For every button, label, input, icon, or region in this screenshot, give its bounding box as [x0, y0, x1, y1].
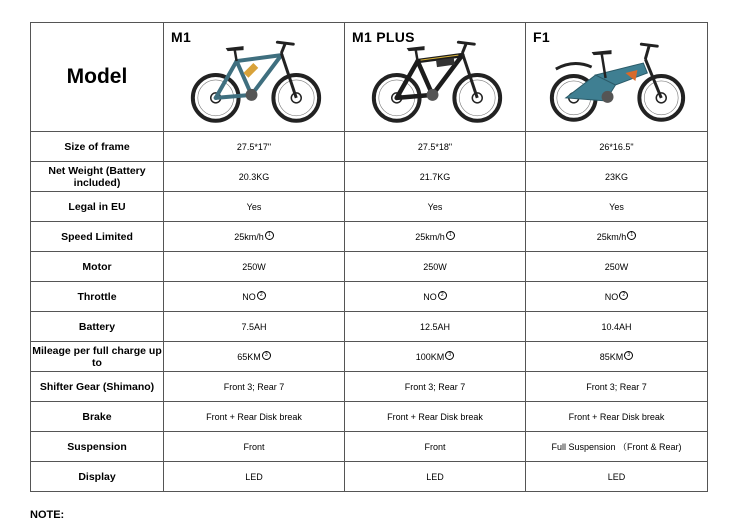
spec-value	[526, 132, 708, 162]
footnote-marker: 1	[627, 231, 636, 240]
spec-value-text: LED	[426, 471, 444, 482]
spec-label: Size of frame	[31, 132, 164, 162]
footnote-marker: 1	[265, 231, 274, 240]
spec-value	[345, 312, 526, 342]
spec-value-text: Front 3; Rear 7	[586, 381, 647, 392]
footnote-marker: 3	[624, 351, 633, 360]
spec-value-text: 26*16.5"	[599, 141, 634, 152]
spec-value-text: Front + Rear Disk break	[206, 411, 302, 422]
spec-value-text: LED	[245, 471, 263, 482]
spec-value-text: 250W	[604, 261, 629, 272]
spec-value-text: 7.5AH	[241, 321, 267, 332]
spec-label: Net Weight (Battery included)	[31, 162, 164, 192]
spec-label: Mileage per full charge up to	[31, 342, 164, 372]
spec-value	[164, 222, 345, 252]
spec-value	[526, 402, 708, 432]
spec-value-text: 21.7KG	[419, 171, 451, 182]
spec-value-text: Yes	[609, 201, 624, 212]
footnote-marker: 3	[445, 351, 454, 360]
spec-value-text: NO	[242, 292, 256, 302]
spec-value	[345, 222, 526, 252]
footnote-marker: 3	[262, 351, 271, 360]
spec-value	[526, 162, 708, 192]
footnote-marker: 2	[257, 291, 266, 300]
spec-value	[345, 372, 526, 402]
spec-value-text: 27.5*18"	[417, 141, 453, 152]
spec-label: Speed Limited	[31, 222, 164, 252]
spec-value	[164, 132, 345, 162]
spec-value-text: Yes	[427, 201, 443, 212]
spec-value	[164, 462, 345, 492]
spec-value	[164, 372, 345, 402]
folding-bike-icon	[526, 23, 707, 131]
spec-value	[526, 312, 708, 342]
spec-value	[345, 432, 526, 462]
spec-row	[31, 282, 708, 312]
spec-value-text: Front 3; Rear 7	[223, 381, 285, 392]
spec-value-text: Full Suspension （Front & Rear)	[551, 442, 682, 452]
spec-value	[164, 282, 345, 312]
spec-row	[31, 132, 708, 162]
spec-value	[526, 432, 708, 462]
spec-value-text: NO	[423, 292, 437, 302]
spec-row	[31, 192, 708, 222]
spec-value-text: 25km/h	[415, 232, 445, 242]
mountain-bike-icon	[345, 23, 525, 131]
spec-value	[164, 192, 345, 222]
spec-value-text: 12.5AH	[419, 321, 451, 332]
spec-value	[526, 372, 708, 402]
spec-value-text: 25km/h	[234, 232, 264, 242]
model-header: Model	[31, 23, 164, 132]
spec-value	[164, 312, 345, 342]
spec-label: Legal in EU	[31, 192, 164, 222]
note-label: NOTE:	[30, 509, 65, 521]
spec-value-text: 23KG	[604, 171, 628, 182]
spec-value-text: 100KM	[415, 352, 445, 362]
spec-row	[31, 402, 708, 432]
spec-value-text: Front + Rear Disk break	[568, 411, 665, 422]
spec-label: Suspension	[31, 432, 164, 462]
spec-value	[345, 402, 526, 432]
spec-value-text: 20.3KG	[238, 171, 270, 182]
spec-value	[526, 222, 708, 252]
spec-label: Brake	[31, 402, 164, 432]
spec-value	[164, 162, 345, 192]
mountain-bike-icon	[164, 23, 344, 131]
spec-value-text: Front 3; Rear 7	[404, 381, 466, 392]
spec-value-text: 27.5*17"	[236, 141, 272, 152]
spec-label: Throttle	[31, 282, 164, 312]
spec-value	[526, 252, 708, 282]
footnote-marker: 1	[446, 231, 455, 240]
model-cell-f1	[526, 23, 708, 132]
spec-value	[345, 192, 526, 222]
spec-row	[31, 252, 708, 282]
model-name: M1 PLUS	[352, 29, 415, 45]
spec-label: Motor	[31, 252, 164, 282]
spec-value-text: 250W	[242, 261, 266, 272]
spec-value	[345, 282, 526, 312]
spec-label: Display	[31, 462, 164, 492]
spec-row	[31, 372, 708, 402]
spec-value-text: 250W	[423, 261, 447, 272]
spec-value	[526, 462, 708, 492]
model-name: F1	[533, 29, 550, 45]
spec-row	[31, 312, 708, 342]
spec-value	[345, 132, 526, 162]
spec-value	[345, 162, 526, 192]
model-cell-m1	[164, 23, 345, 132]
spec-value	[164, 342, 345, 372]
spec-row	[31, 462, 708, 492]
spec-value	[345, 462, 526, 492]
spec-row	[31, 432, 708, 462]
model-cell-m1-plus	[345, 23, 526, 132]
spec-label: Shifter Gear (Shimano)	[31, 372, 164, 402]
spec-value-text: NO	[604, 292, 619, 302]
spec-row	[31, 222, 708, 252]
spec-value-text: LED	[607, 471, 626, 482]
spec-value	[526, 342, 708, 372]
spec-value-text: Yes	[246, 201, 262, 212]
spec-value	[526, 192, 708, 222]
footnote-marker: 2	[619, 291, 628, 300]
spec-row	[31, 162, 708, 192]
spec-row	[31, 342, 708, 372]
spec-value	[164, 252, 345, 282]
spec-value-text: Front + Rear Disk break	[387, 411, 483, 422]
footnote-marker: 2	[438, 291, 447, 300]
spec-value-text: Front	[424, 441, 446, 452]
header-row	[31, 23, 708, 132]
model-name: M1	[171, 29, 192, 45]
spec-value-text: 25km/h	[596, 232, 627, 242]
spec-value-text: 85KM	[599, 352, 624, 362]
spec-value	[345, 342, 526, 372]
spec-table	[30, 22, 708, 492]
spec-value	[164, 432, 345, 462]
spec-value-text: Front	[243, 441, 265, 452]
spec-value	[526, 282, 708, 312]
spec-value-text: 65KM	[237, 352, 261, 362]
spec-value	[164, 402, 345, 432]
spec-value	[345, 252, 526, 282]
spec-label: Battery	[31, 312, 164, 342]
spec-value-text: 10.4AH	[601, 321, 632, 332]
